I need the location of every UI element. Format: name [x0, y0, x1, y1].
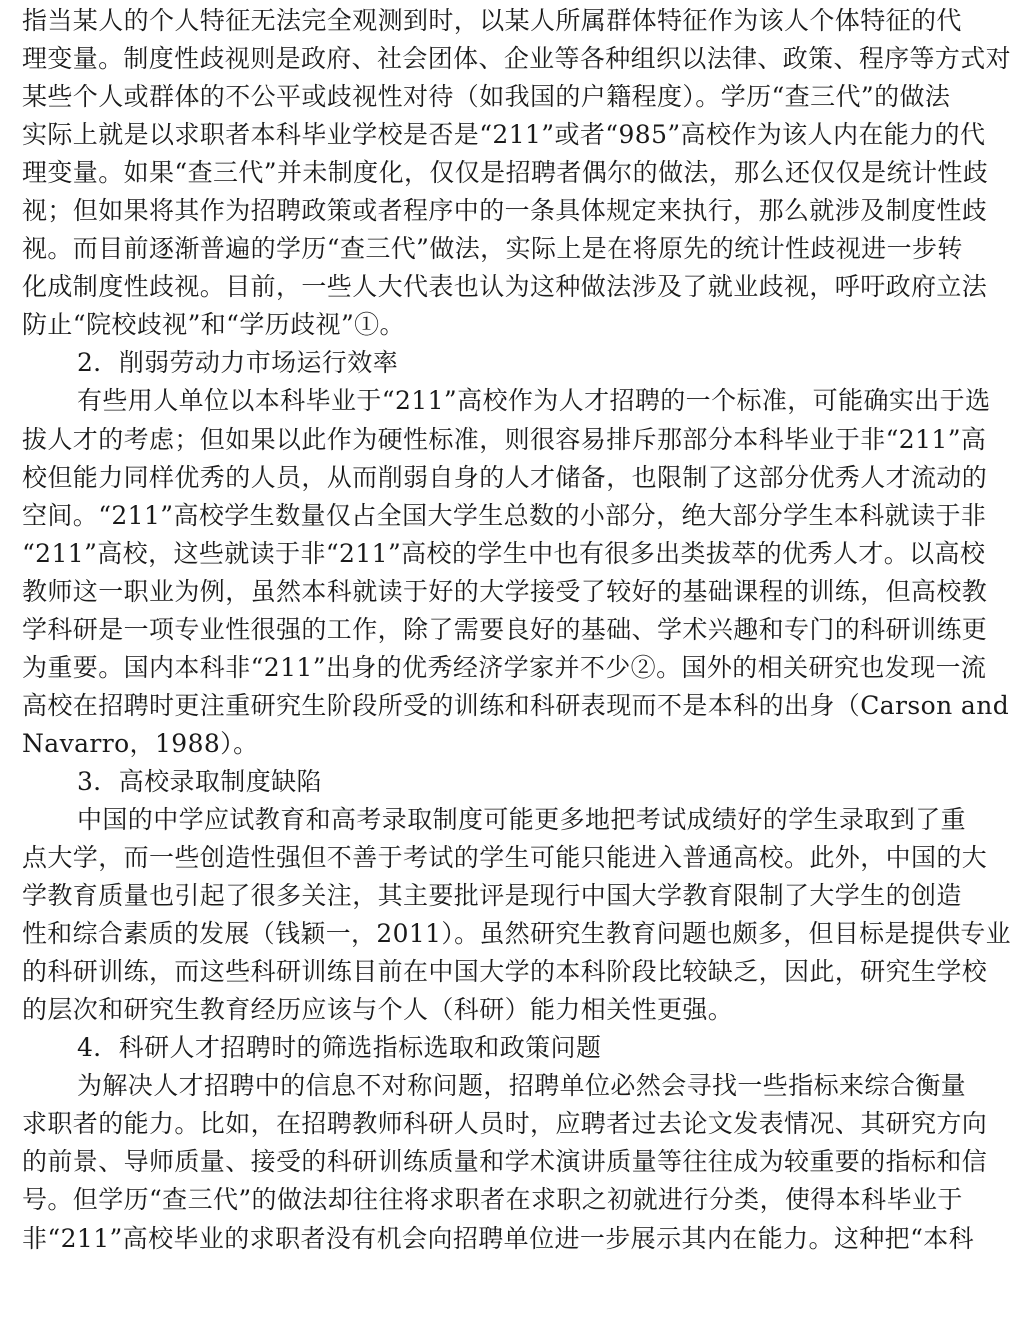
text-line: 号。但学历“查三代”的做法却往往将求职者在求职之初就进行分类，使得本科毕业于: [22, 1185, 963, 1215]
text-line: 校但能力同样优秀的人员，从而削弱自身的人才储备，也限制了这部分优秀人才流动的: [22, 462, 988, 492]
text-line: 视；但如果将其作为招聘政策或者程序中的一条具体规定来执行，那么就涉及制度性歧: [22, 196, 988, 226]
section-heading: 2．削弱劳动力市场运行效率: [77, 348, 399, 378]
text-line: 指当某人的个人特征无法完全观测到时，以某人所属群体特征作为该人个体特征的代: [22, 6, 962, 35]
text-line: 拔人才的考虑；但如果以此作为硬性标准，则很容易排斥那部分本科毕业于非“211”高: [22, 424, 987, 454]
text-line: 的前景、导师质量、接受的科研训练质量和学术演讲质量等往往成为较重要的指标和信: [22, 1147, 988, 1177]
section-heading: 4．科研人才招聘时的筛选指标选取和政策问题: [77, 1033, 602, 1063]
text-line: 理变量。制度性歧视则是政府、社会团体、企业等各种组织以法律、政策、程序等方式对: [22, 44, 1011, 74]
text-line: Navarro，1988）。: [22, 728, 259, 758]
text-line: 学科研是一项专业性很强的工作，除了需要良好的基础、学术兴趣和专门的科研训练更: [22, 614, 988, 644]
text-line: 化成制度性歧视。目前，一些人大代表也认为这种做法涉及了就业歧视，呼吁政府立法: [22, 272, 988, 302]
text-line: 点大学，而一些创造性强但不善于考试的学生可能只能进入普通高校。此外，中国的大: [22, 843, 988, 873]
text-line: “211”高校，这些就读于非“211”高校的学生中也有很多出类拔萃的优秀人才。以高校: [22, 538, 986, 568]
text-line: 求职者的能力。比如，在招聘教师科研人员时，应聘者过去论文发表情况、其研究方向: [22, 1109, 988, 1139]
text-line: 的科研训练，而这些科研训练目前在中国大学的本科阶段比较缺乏，因此，研究生学校: [22, 957, 988, 987]
text-line: 空间。“211”高校学生数量仅占全国大学生总数的小部分，绝大部分学生本科就读于非: [22, 500, 987, 530]
text-line: 视。而目前逐渐普遍的学历“查三代”做法，实际上是在将原先的统计性歧视进一步转: [22, 234, 963, 264]
text-line: 某些个人或群体的不公平或歧视性对待（如我国的户籍程度）。学历“查三代”的做法: [22, 82, 951, 112]
text-line: 为重要。国内本科非“211”出身的优秀经济学家并不少②。国外的相关研究也发现一流: [22, 652, 987, 682]
text-line: 非“211”高校毕业的求职者没有机会向招聘单位进一步展示其内在能力。这种把“本科: [22, 1223, 975, 1253]
text-line: 防止“院校歧视”和“学历歧视”①。: [22, 310, 405, 340]
text-line: 中国的中学应试教育和高考录取制度可能更多地把考试成绩好的学生录取到了重: [77, 804, 967, 834]
text-line: 性和综合素质的发展（钱颖一，2011）。虽然研究生教育问题也颇多，但目标是提供专业: [22, 919, 1011, 949]
text-line: 学教育质量也引起了很多关注，其主要批评是现行中国大学教育限制了大学生的创造: [22, 881, 962, 911]
text-line: 为解决人才招聘中的信息不对称问题，招聘单位必然会寻找一些指标来综合衡量: [77, 1071, 967, 1101]
text-line: 教师这一职业为例，虽然本科就读于好的大学接受了较好的基础课程的训练，但高校教: [22, 576, 988, 606]
section-heading: 3．高校录取制度缺陷: [77, 766, 322, 796]
text-line: 的层次和研究生教育经历应该与个人（科研）能力相关性更强。: [22, 995, 734, 1025]
text-line: 有些用人单位以本科毕业于“211”高校作为人才招聘的一个标准，可能确实出于选: [77, 386, 991, 416]
text-line: 高校在招聘时更注重研究生阶段所受的训练和科研表现而不是本科的出身（Carson and: [22, 690, 1010, 720]
text-block: [22, 2, 1023, 1258]
text-line: 实际上就是以求职者本科毕业学校是否是“211”或者“985”高校作为该人内在能力的代: [22, 120, 986, 150]
text-line: 理变量。如果“查三代”并未制度化，仅仅是招聘者偶尔的做法，那么还仅仅是统计性歧: [22, 158, 989, 188]
